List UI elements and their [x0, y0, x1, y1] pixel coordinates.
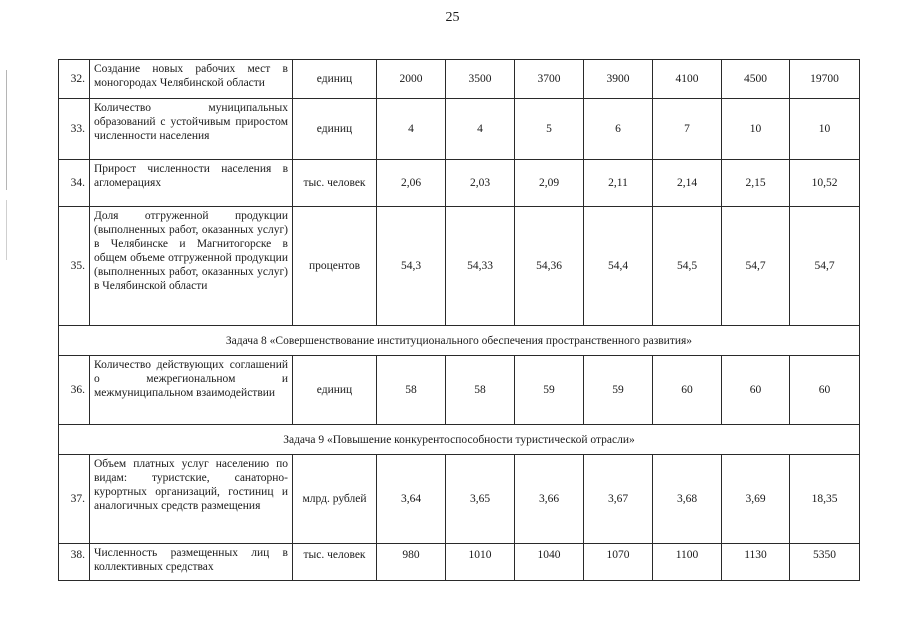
task-heading: Задача 8 «Совершенствование институционального обеспечения пространственного развития» — [59, 326, 860, 356]
page-number: 25 — [445, 10, 460, 25]
value-cell: 4500 — [722, 60, 790, 99]
value-cell: 3,69 — [722, 455, 790, 544]
value-cell: 54,5 — [653, 207, 722, 326]
table-row — [59, 455, 860, 544]
value-cell: 4100 — [653, 60, 722, 99]
table-row — [59, 356, 860, 425]
value-cell: 54,3 — [377, 207, 446, 326]
unit-cell: млрд. рублей — [293, 455, 377, 544]
value-cell: 59 — [584, 356, 653, 425]
unit-cell: тыс. человек — [293, 544, 377, 581]
unit-cell: единиц — [293, 356, 377, 425]
table-row — [59, 160, 860, 207]
row-number: 33. — [59, 99, 90, 160]
indicator-name: Количество действующих соглашений о межрегиональном и межмуниципальном взаимодействии — [90, 356, 293, 425]
value-cell: 2,14 — [653, 160, 722, 207]
total-cell: 54,7 — [790, 207, 860, 326]
total-cell: 18,35 — [790, 455, 860, 544]
indicator-name: Численность размещенных лиц в коллективных средствах — [90, 544, 293, 581]
table-row — [59, 544, 860, 581]
task-heading: Задача 9 «Повышение конкурентоспособности туристической отрасли» — [59, 425, 860, 455]
total-cell: 5350 — [790, 544, 860, 581]
task-row — [59, 326, 860, 356]
row-number: 38. — [59, 544, 90, 581]
unit-cell: тыс. человек — [293, 160, 377, 207]
value-cell: 3900 — [584, 60, 653, 99]
value-cell: 3,64 — [377, 455, 446, 544]
value-cell: 60 — [653, 356, 722, 425]
value-cell: 54,33 — [446, 207, 515, 326]
value-cell: 5 — [515, 99, 584, 160]
value-cell: 2,15 — [722, 160, 790, 207]
indicators-table — [58, 59, 860, 581]
value-cell: 59 — [515, 356, 584, 425]
value-cell: 4 — [446, 99, 515, 160]
row-number: 36. — [59, 356, 90, 425]
value-cell: 3,65 — [446, 455, 515, 544]
table-row — [59, 60, 860, 99]
value-cell: 54,4 — [584, 207, 653, 326]
value-cell: 1010 — [446, 544, 515, 581]
value-cell: 6 — [584, 99, 653, 160]
value-cell: 2,06 — [377, 160, 446, 207]
value-cell: 2,11 — [584, 160, 653, 207]
value-cell: 4 — [377, 99, 446, 160]
value-cell: 10 — [722, 99, 790, 160]
value-cell: 980 — [377, 544, 446, 581]
value-cell: 3700 — [515, 60, 584, 99]
value-cell: 7 — [653, 99, 722, 160]
task-row — [59, 425, 860, 455]
value-cell: 1040 — [515, 544, 584, 581]
unit-cell: единиц — [293, 60, 377, 99]
unit-cell: единиц — [293, 99, 377, 160]
row-number: 34. — [59, 160, 90, 207]
value-cell: 54,7 — [722, 207, 790, 326]
value-cell: 3,68 — [653, 455, 722, 544]
table-row — [59, 99, 860, 160]
value-cell: 2,03 — [446, 160, 515, 207]
value-cell: 3500 — [446, 60, 515, 99]
value-cell: 58 — [446, 356, 515, 425]
value-cell: 3,67 — [584, 455, 653, 544]
value-cell: 1130 — [722, 544, 790, 581]
value-cell: 54,36 — [515, 207, 584, 326]
value-cell: 58 — [377, 356, 446, 425]
indicator-name: Доля отгруженной продукции (выполненных работ, оказанных услуг) в Челябинске и Магнитогорске в общем объеме отгруженной продукции (выполненных работ, оказанных услуг) в Челябинской области — [90, 207, 293, 326]
value-cell: 3,66 — [515, 455, 584, 544]
row-number: 35. — [59, 207, 90, 326]
total-cell: 10 — [790, 99, 860, 160]
scan-margin-line — [6, 200, 7, 260]
value-cell: 2000 — [377, 60, 446, 99]
indicator-name: Количество муниципальных образований с устойчивым приростом численности населения — [90, 99, 293, 160]
value-cell: 1100 — [653, 544, 722, 581]
total-cell: 10,52 — [790, 160, 860, 207]
total-cell: 19700 — [790, 60, 860, 99]
value-cell: 60 — [722, 356, 790, 425]
row-number: 37. — [59, 455, 90, 544]
indicator-name: Прирост численности населения в агломерациях — [90, 160, 293, 207]
indicator-name: Объем платных услуг населению по видам: туристские, санаторно-курортных организаций, гостиниц и аналогичных средств размещения — [90, 455, 293, 544]
total-cell: 60 — [790, 356, 860, 425]
unit-cell: процентов — [293, 207, 377, 326]
table-row — [59, 207, 860, 326]
row-number: 32. — [59, 60, 90, 99]
indicator-name: Создание новых рабочих мест в моногородах Челябинской области — [90, 60, 293, 99]
scan-margin-line — [6, 70, 7, 190]
value-cell: 2,09 — [515, 160, 584, 207]
value-cell: 1070 — [584, 544, 653, 581]
